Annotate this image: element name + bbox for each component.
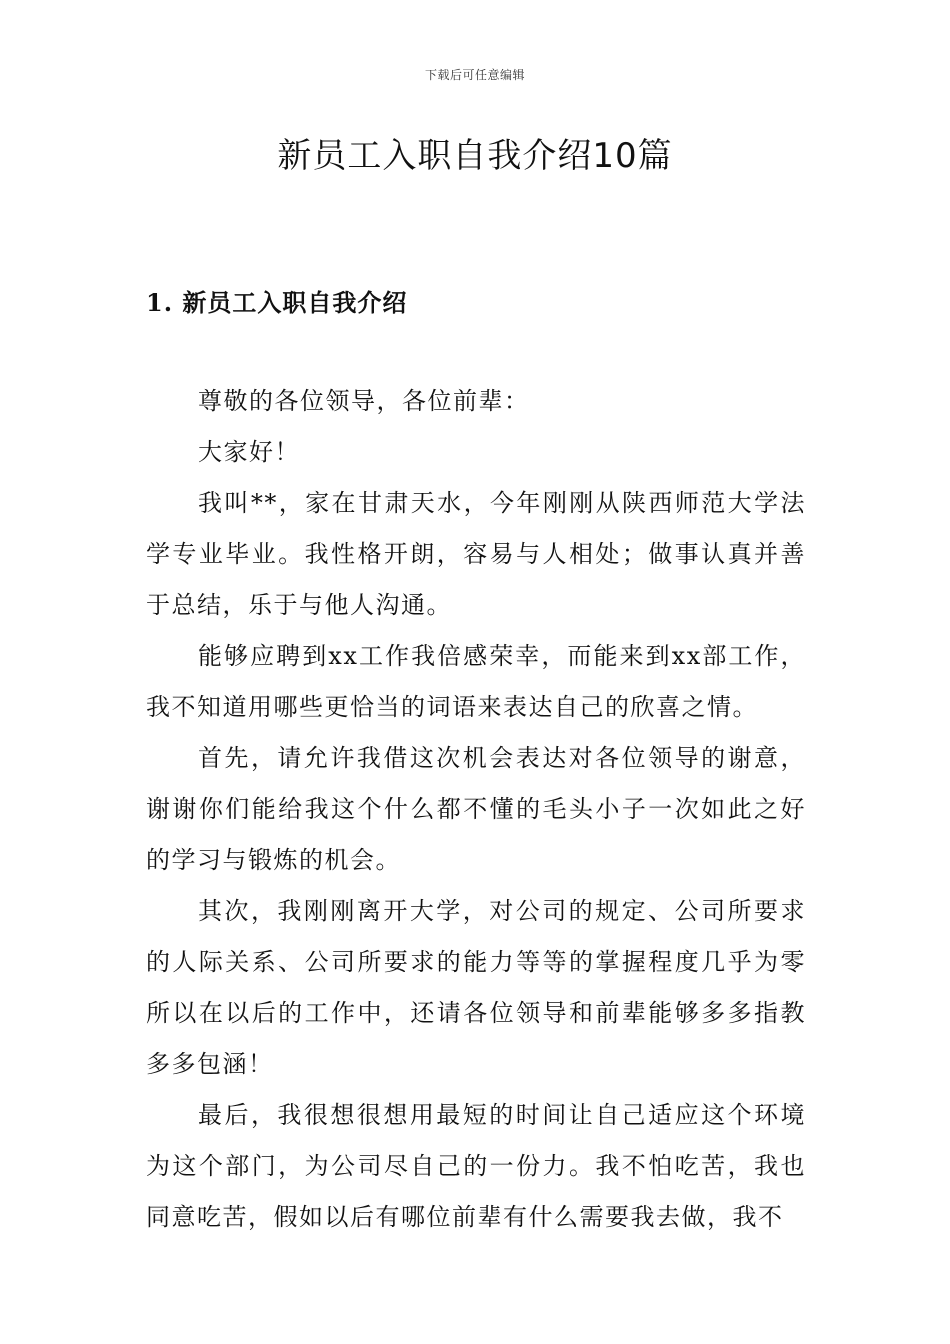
document-title: 新员工入职自我介绍10篇	[277, 136, 673, 176]
paragraph-request: 其次，我刚刚离开大学，对公司的规定、公司所要求的人际关系、公司所要求的能力等等的掌握程度几乎为零所以在以后的工作中，还请各位领导和前辈能够多多指教多多包涵！	[146, 897, 806, 1078]
paragraph-gratitude: 首先，请允许我借这次机会表达对各位领导的谢意，谢谢你们能给我这个什么都不懂的毛头小子一次如此之好的学习与锻炼的机会。	[146, 744, 806, 874]
paragraph-greeting: 大家好！	[198, 438, 300, 466]
paragraph-introduction: 我叫**，家在甘肃天水，今年刚刚从陕西师范大学法学专业毕业。我性格开朗，容易与人相处；做事认真并善于总结，乐于与他人沟通。	[146, 489, 806, 619]
paragraph-commitment: 最后，我很想很想用最短的时间让自己适应这个环境为这个部门，为公司尽自己的一份力。我不怕吃苦，我也同意吃苦，假如以后有哪位前辈有什么需要我去做，我不	[146, 1101, 806, 1231]
paragraph-salutation: 尊敬的各位领导，各位前辈：	[198, 387, 530, 415]
header-note: 下载后可任意编辑	[424, 68, 525, 82]
document-body	[146, 376, 806, 1243]
paragraph-honor: 能够应聘到xx工作我倍感荣幸，而能来到xx部工作，我不知道用哪些更恰当的词语来表达自己的欣喜之情。	[146, 642, 806, 721]
section-heading: 1. 新员工入职自我介绍	[146, 288, 408, 317]
